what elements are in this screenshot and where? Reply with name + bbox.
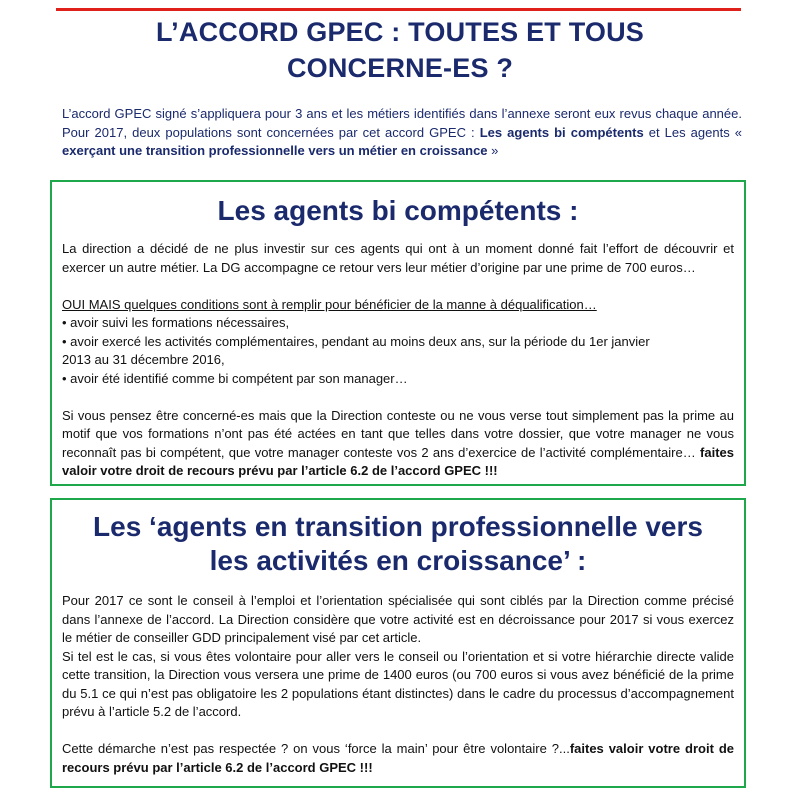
section2-body [52,592,744,777]
section1-para2 [62,407,734,481]
section2-title [52,510,744,578]
intro-text-3: » [487,143,499,158]
section1-title: Les agents bi compétents : [217,195,579,226]
section1-para2-bold: faites valoir votre droit de recours prévu par l’article 6.2 de l’accord GPEC !!! [62,444,734,478]
intro-bold-2: exerçant une transition professionnelle vers un métier en croissance [62,143,488,158]
section1-bullet2-line2: 2013 au 31 décembre 2016, [62,352,225,367]
intro-paragraph [62,105,742,161]
section1-body [52,240,744,481]
section1-para1: La direction a décidé de ne plus investir sur ces agents qui ont à un moment donné fait l’effort de découvrir et exercer un autre métier. La DG accompagne ce retour vers leur métier d’origine par une prime de 700 euros… [62,241,734,275]
section-bi-competents [50,180,746,486]
section2-title-line-1: Les ‘agents en transition professionnelle vers [93,511,703,542]
section2-para3-bold: faites valoir votre droit de recours prévu par l’article 6.2 de l’accord GPEC !!! [62,741,734,775]
page-title [40,14,760,86]
section2-para2: Si tel est le cas, si vous êtes volontaire pour aller vers le conseil ou l’orientation et si votre hiérarchie directe valide cette transition, la Direction vous versera une prime de 1400 euros (ou 700 euros si vous avez bénéficié de la prime du 5.1 ce qui n’est pas obligatoire les 2 populations étant distinctes) dans le cadre du processus d’accompagnement prévu à l’article 5.2 de l’accord. [62,648,734,719]
section2-para1: Pour 2017 ce sont le conseil à l’emploi et l’orientation spécialisée qui sont ciblés par la Direction comme précisé dans l’annexe de l’accord. La Direction considère que votre activité est en décroissance pour 2017 si vous exercez le métier de conseiller GDD principalement visé par cet article. [62,593,734,645]
section1-conditions-heading: OUI MAIS quelques conditions sont à remplir pour bénéficier de la manne à déqualification… [62,296,597,312]
intro-text-2: et Les agents « [643,124,742,140]
section1-bullet3: • avoir été identifié comme bi compétent par son manager… [62,370,408,386]
section2-title-line-2: les activités en croissance’ : [209,545,587,576]
intro-bold-1: Les agents bi compétents [479,124,644,140]
page-title-line-2: CONCERNE-ES ? [286,53,514,83]
section1-para2-text: Si vous pensez être concerné-es mais que la Direction conteste ou ne vous verse tout simplement pas la prime au motif que vos formations n’ont pas été actées en tant que telles dans votre dossier, que votre manager ne vous reconnaît pas bi compétent, que votre manager conteste vos 2 ans d’exercice de l’activité complémentaire… [62,407,734,460]
section1-bullet2-line1: • avoir exercé les activités complémentaires, pendant au moins deux ans, sur la période du 1er janvier [62,333,650,349]
page-title-line-1: L’ACCORD GPEC : TOUTES ET TOUS [155,17,645,47]
section2-para3-text: Cette démarche n’est pas respectée ? on vous ‘force la main’ pour être volontaire ?... [62,741,570,756]
section-transition [50,498,746,788]
section1-bullet1: • avoir suivi les formations nécessaires, [62,315,290,330]
section2-para3 [62,740,734,777]
top-red-rule [56,8,741,11]
intro-text-1: L’accord GPEC signé s’appliquera pour 3 ans et les métiers identifiés dans l’annexe seront eux revus chaque année. Pour 2017, deux populations sont concernées par cet accord GPEC : [62,106,742,140]
